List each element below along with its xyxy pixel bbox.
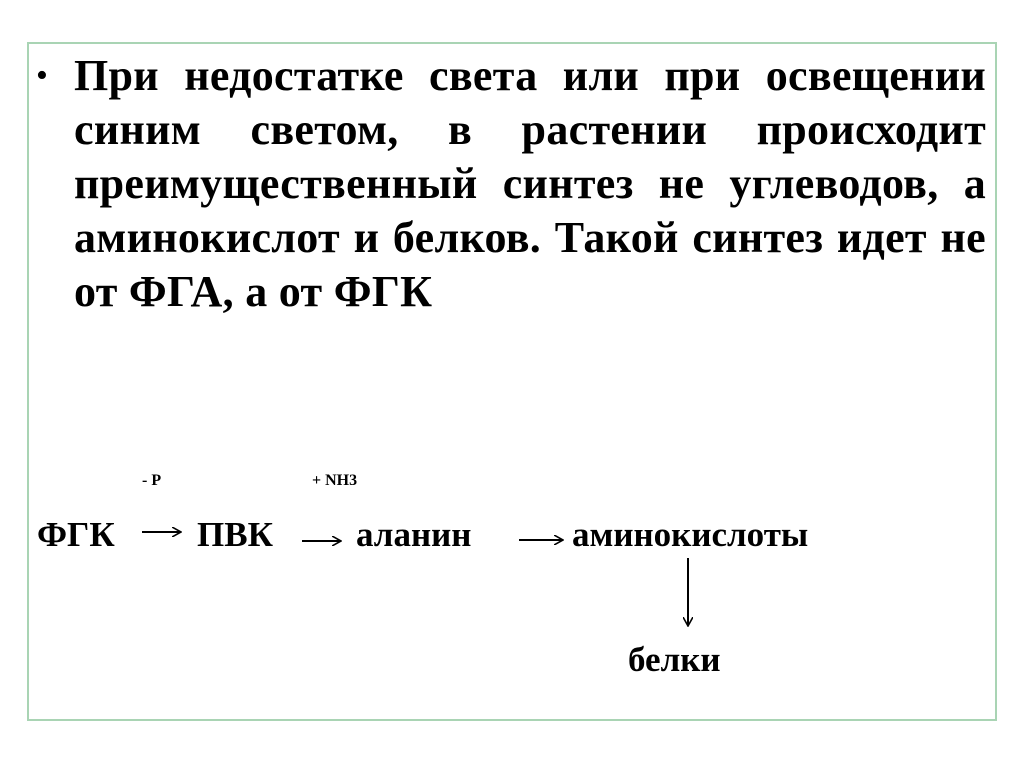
annotation-plus-ammonia: + NH3 bbox=[312, 472, 358, 489]
scheme-step-pvk: ПВК bbox=[197, 515, 273, 554]
annotation-minus-phosphate: - P bbox=[142, 472, 162, 489]
scheme-step-alanine: аланин bbox=[356, 515, 472, 554]
bullet-text: При недостатке света или при освещении синим светом, в растении происходит преимущественный синтез не углеводов, а аминокислот и белков. Такой синтез идет не от ФГА, а от ФГК bbox=[74, 51, 986, 316]
scheme-product-proteins: белки bbox=[628, 640, 721, 679]
scheme-step-amino-acids: аминокислоты bbox=[572, 515, 809, 554]
bullet-marker: • bbox=[36, 57, 48, 94]
scheme-step-fgk: ФГК bbox=[37, 515, 115, 554]
